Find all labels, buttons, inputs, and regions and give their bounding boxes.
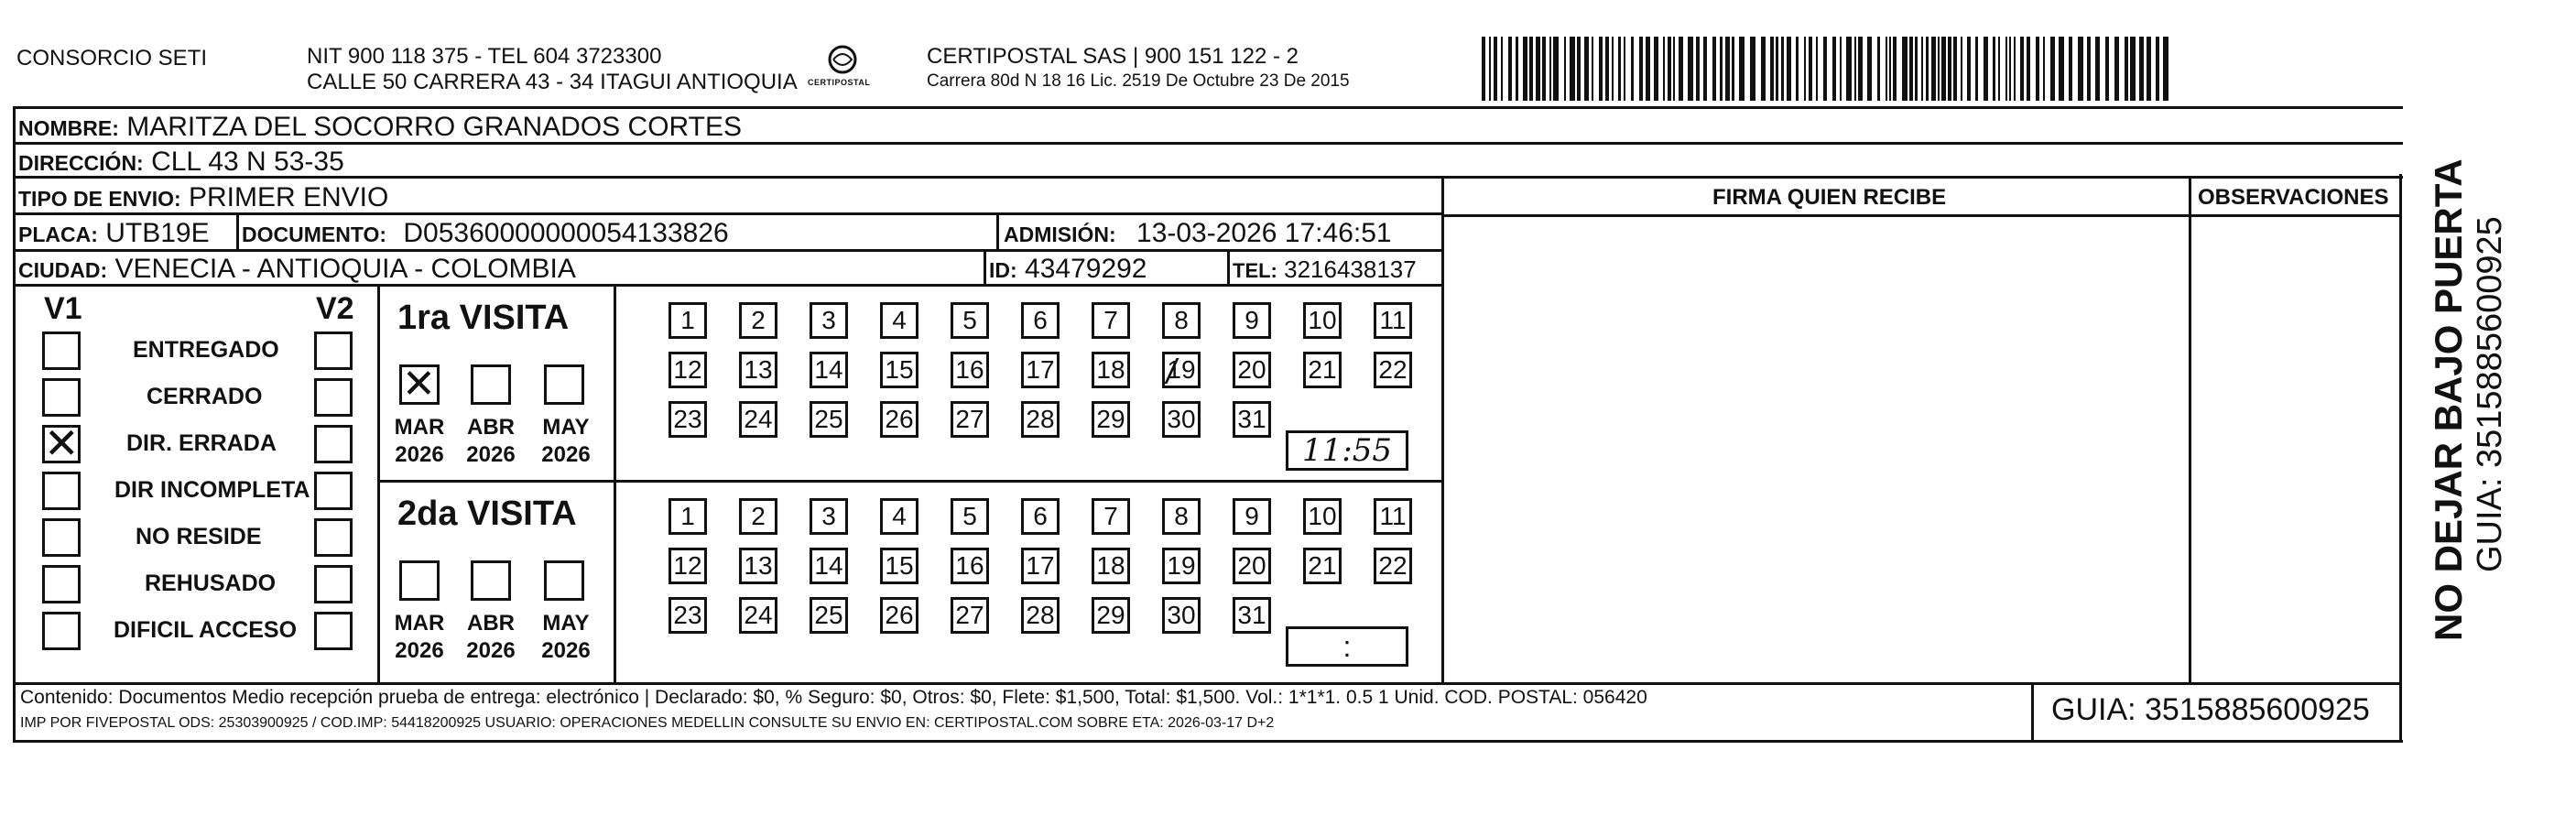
v2-checkbox-dificil-acceso[interactable]	[314, 612, 353, 650]
form-bottom-border	[13, 740, 2403, 743]
first-visit-day-4[interactable]: 4	[880, 302, 918, 339]
second-visit-time-field[interactable]: :	[1286, 626, 1408, 667]
x-mark-icon: ✕	[44, 418, 80, 468]
second-visit-day-20[interactable]: 20	[1233, 548, 1271, 584]
barcode-bar	[1984, 37, 1988, 101]
barcode-bar	[1732, 37, 1734, 101]
barcode-bar	[1501, 37, 1503, 101]
barcode-bar	[2087, 37, 2091, 101]
barcode-bar	[2069, 37, 2072, 101]
cell-divider	[996, 214, 999, 249]
first-visit-day-29[interactable]: 29	[1092, 401, 1130, 438]
status-label-dir-errada: DIR. ERRADA	[126, 430, 277, 456]
second-visit-day-7[interactable]: 7	[1092, 498, 1130, 535]
barcode-bar	[1893, 37, 1897, 101]
first-visit-day-12[interactable]: 12	[668, 352, 707, 388]
barcode-bar	[1761, 37, 1766, 101]
barcode-bar	[1823, 37, 1827, 101]
barcode-bar	[1750, 37, 1755, 101]
guia-footer: GUIA: 3515885600925	[2051, 692, 2370, 727]
second-visit-day-13[interactable]: 13	[739, 548, 777, 584]
barcode-bar	[1804, 37, 1806, 101]
status-label-dir-incompleta: DIR INCOMPLETA	[114, 477, 310, 503]
first-visit-day-5[interactable]: 5	[951, 302, 989, 339]
second-month-mar-label: MAR 2026	[394, 611, 445, 663]
first-visit-month-may[interactable]	[544, 364, 584, 405]
barcode-bar	[1915, 37, 1918, 101]
first-visit-day-2[interactable]: 2	[739, 302, 777, 339]
barcode-bar	[1584, 37, 1589, 101]
barcode-bar	[2020, 37, 2024, 101]
second-visit-month-mar[interactable]	[399, 560, 440, 601]
barcode-bar	[2156, 37, 2159, 101]
v2-checkbox-entregado[interactable]	[314, 331, 353, 370]
logo-text: CERTIPOSTAL	[808, 78, 871, 87]
barcode-bar	[1725, 37, 1730, 101]
second-visit-day-27[interactable]: 27	[951, 597, 989, 634]
second-visit-day-14[interactable]: 14	[810, 548, 848, 584]
barcode	[1482, 37, 2168, 101]
second-visit-day-6[interactable]: 6	[1021, 498, 1060, 535]
first-month-abr-label: ABR 2026	[466, 415, 516, 467]
barcode-bar	[1781, 37, 1784, 101]
barcode-bar	[1886, 37, 1887, 101]
barcode-bar	[1998, 37, 2000, 101]
col-divider	[2189, 176, 2191, 684]
form-left-border	[13, 106, 16, 742]
license-line: Carrera 80d N 18 16 Lic. 2519 De Octubre 23 De 2015	[927, 71, 1350, 91]
barcode-bar	[1858, 37, 1863, 101]
imp-line: IMP POR FIVEPOSTAL ODS: 25303900925 / COD.IMP: 54418200925 USUARIO: OPERACIONES MEDELLIN CONSULTE SU ENVIO EN: CERTIPOSTAL.COM SOBRE ETA: 2026-03-17 D+2	[20, 715, 1275, 731]
company-name: CONSORCIO SETI	[16, 46, 208, 71]
barcode-bar	[1961, 37, 1962, 101]
row-divider	[1443, 214, 2401, 217]
tel-label: TEL:	[1233, 259, 1277, 282]
address-line: CALLE 50 CARRERA 43 - 34 ITAGUI ANTIOQUIA	[307, 70, 798, 94]
barcode-bar	[1867, 37, 1872, 101]
barcode-bar	[1967, 37, 1971, 101]
row-divider	[13, 176, 2403, 179]
barcode-bar	[1673, 37, 1675, 101]
barcode-bar	[1712, 37, 1716, 101]
barcode-bar	[1599, 37, 1603, 101]
second-visit-day-12[interactable]: 12	[668, 548, 707, 584]
second-visit-day-4[interactable]: 4	[880, 498, 918, 535]
footer-divider-vertical	[2031, 682, 2034, 742]
barcode-bar	[1909, 37, 1913, 101]
second-visit-day-9[interactable]: 9	[1233, 498, 1271, 535]
first-visit-day-19[interactable]: 19	[1162, 352, 1201, 388]
status-label-entregado: ENTREGADO	[133, 337, 279, 363]
tipo-row	[18, 182, 388, 213]
barcode-bar	[1553, 37, 1559, 101]
first-visit-day-13[interactable]: 13	[739, 352, 777, 388]
cell-divider	[1227, 251, 1230, 284]
barcode-bar	[1564, 37, 1566, 101]
barcode-bar	[1536, 37, 1540, 101]
first-visit-title: 1ra VISITA	[397, 299, 570, 337]
nombre-row	[18, 112, 742, 143]
barcode-bar	[2043, 37, 2045, 101]
first-visit-day-26[interactable]: 26	[880, 401, 918, 438]
barcode-bar	[1592, 37, 1593, 101]
barcode-bar	[2139, 37, 2144, 101]
barcode-bar	[1926, 37, 1929, 101]
barcode-bar	[1523, 37, 1527, 101]
first-visit-day-6[interactable]: 6	[1021, 302, 1060, 339]
tipo-value: PRIMER ENVIO	[188, 182, 389, 212]
barcode-bar	[1941, 37, 1946, 101]
first-visit-day-30[interactable]: 30	[1162, 401, 1201, 438]
barcode-bar	[1889, 37, 1891, 101]
barcode-bar	[1508, 37, 1512, 101]
second-visit-day-15[interactable]: 15	[880, 548, 918, 584]
barcode-bar	[1618, 37, 1621, 101]
status-label-dificil-acceso: DIFICIL ACCESO	[114, 617, 298, 643]
first-visit-day-18[interactable]: 18	[1092, 352, 1130, 388]
first-visit-day-15[interactable]: 15	[880, 352, 918, 388]
v1-checkbox-no-reside[interactable]	[42, 518, 81, 557]
barcode-bar	[2130, 37, 2136, 101]
ciudad-label: CIUDAD:	[18, 258, 108, 282]
ciudad-row	[18, 254, 576, 285]
second-visit-day-10[interactable]: 10	[1303, 498, 1342, 535]
certipostal-logo	[806, 41, 879, 98]
first-visit-month-mar[interactable]	[399, 361, 440, 408]
v1-checkbox-rehusado[interactable]	[42, 565, 81, 603]
form-right-border	[2399, 174, 2402, 742]
second-visit-day-3[interactable]: 3	[810, 498, 848, 535]
barcode-bar	[1542, 37, 1546, 101]
barcode-bar	[1776, 37, 1778, 101]
second-visit-day-8[interactable]: 8	[1162, 498, 1201, 535]
direccion-label: DIRECCIÓN:	[18, 151, 144, 175]
section-divider	[377, 284, 380, 684]
first-visit-day-8[interactable]: 8	[1162, 302, 1201, 339]
second-visit-month-abr[interactable]	[471, 560, 511, 601]
barcode-bar	[1796, 37, 1799, 101]
first-visit-day-3[interactable]: 3	[810, 302, 848, 339]
barcode-bar	[1646, 37, 1650, 101]
col-divider	[1441, 176, 1444, 684]
visit-divider	[377, 480, 1443, 483]
barcode-bar	[2105, 37, 2109, 101]
barcode-bar	[1948, 37, 1951, 101]
first-month-may-label: MAY 2026	[541, 415, 591, 467]
admision-label: ADMISIÓN:	[1004, 223, 1116, 246]
second-month-may-label: MAY 2026	[541, 611, 591, 663]
barcode-bar	[1679, 37, 1683, 101]
v2-checkbox-no-reside[interactable]	[314, 518, 353, 557]
barcode-bar	[1854, 37, 1856, 101]
second-visit-day-2[interactable]: 2	[739, 498, 777, 535]
barcode-bar	[1953, 37, 1957, 101]
second-visit-day-26[interactable]: 26	[880, 597, 918, 634]
first-visit-day-11[interactable]: 11	[1374, 302, 1412, 339]
documento-row	[242, 218, 729, 249]
first-visit-day-16[interactable]: 16	[951, 352, 989, 388]
barcode-bar	[1770, 37, 1774, 101]
v2-checkbox-dir-incompleta[interactable]	[314, 472, 353, 510]
id-label: ID:	[989, 258, 1017, 282]
first-visit-day-23[interactable]: 23	[668, 401, 707, 438]
first-visit-time-field[interactable]: 11:55	[1286, 430, 1408, 471]
firma-label: FIRMA QUIEN RECIBE	[1712, 185, 1947, 210]
second-visit-day-16[interactable]: 16	[951, 548, 989, 584]
barcode-bar	[1639, 37, 1643, 101]
admision-value: 13-03-2026 17:46:51	[1136, 218, 1392, 248]
admision-row	[1004, 218, 1392, 249]
tipo-label: TIPO DE ENVIO:	[18, 187, 181, 211]
second-visit-day-23[interactable]: 23	[668, 597, 707, 634]
barcode-bar	[1938, 37, 1940, 101]
status-label-rehusado: REHUSADO	[145, 571, 277, 596]
barcode-bar	[1846, 37, 1852, 101]
first-visit-day-17[interactable]: 17	[1021, 352, 1060, 388]
scribble-mark-icon	[1164, 358, 1204, 384]
barcode-bar	[2147, 37, 2151, 101]
first-visit-day-24[interactable]: 24	[739, 401, 777, 438]
form-top-border	[13, 106, 2403, 109]
barcode-bar	[1612, 37, 1614, 101]
v1-checkbox-entregado[interactable]	[42, 331, 81, 370]
placa-label: PLACA:	[18, 223, 98, 246]
barcode-bar	[1654, 37, 1658, 101]
first-visit-day-1[interactable]: 1	[668, 302, 707, 339]
barcode-bar	[1482, 37, 1485, 101]
second-visit-day-18[interactable]: 18	[1092, 548, 1130, 584]
v2-label: V2	[316, 291, 354, 326]
barcode-bar	[2095, 37, 2100, 101]
barcode-bar	[1840, 37, 1842, 101]
barcode-bar	[2009, 37, 2011, 101]
nombre-value: MARITZA DEL SOCORRO GRANADOS CORTES	[126, 112, 742, 142]
status-label-no-reside: NO RESIDE	[136, 524, 262, 549]
certipostal-line: CERTIPOSTAL SAS | 900 151 122 - 2	[927, 44, 1299, 69]
v1-checkbox-dir-errada[interactable]	[42, 418, 81, 468]
x-mark-icon: ✕	[402, 361, 436, 408]
direccion-row	[18, 147, 344, 178]
first-month-mar-label: MAR 2026	[394, 415, 445, 467]
vertical-guia: GUIA: 3515885600925	[2471, 216, 2509, 572]
first-visit-month-abr[interactable]	[471, 364, 511, 405]
barcode-bar	[1921, 37, 1923, 101]
barcode-bar	[1832, 37, 1836, 101]
second-visit-day-19[interactable]: 19	[1162, 548, 1201, 584]
barcode-bar	[2050, 37, 2055, 101]
barcode-bar	[1668, 37, 1671, 101]
barcode-bar	[1624, 37, 1625, 101]
barcode-bar	[2078, 37, 2083, 101]
barcode-bar	[1816, 37, 1818, 101]
barcode-bar	[1902, 37, 1908, 101]
barcode-bar	[1577, 37, 1581, 101]
footer-divider	[13, 682, 2401, 685]
first-visit-day-28[interactable]: 28	[1021, 401, 1060, 438]
second-visit-day-11[interactable]: 11	[1374, 498, 1412, 535]
barcode-bar	[1703, 37, 1707, 101]
barcode-bar	[1931, 37, 1936, 101]
barcode-bar	[2014, 37, 2016, 101]
cell-divider	[236, 214, 239, 249]
barcode-bar	[1975, 37, 1978, 101]
first-visit-day-10[interactable]: 10	[1303, 302, 1342, 339]
second-visit-day-30[interactable]: 30	[1162, 597, 1201, 634]
tel-row	[1233, 255, 1417, 284]
second-visit-day-5[interactable]: 5	[951, 498, 989, 535]
ciudad-value: VENECIA - ANTIOQUIA - COLOMBIA	[114, 254, 576, 284]
second-visit-day-21[interactable]: 21	[1303, 548, 1342, 584]
barcode-bar	[2005, 37, 2007, 101]
barcode-bar	[1489, 37, 1491, 101]
first-visit-day-9[interactable]: 9	[1233, 302, 1271, 339]
barcode-bar	[1529, 37, 1533, 101]
v2-checkbox-cerrado[interactable]	[314, 378, 353, 417]
second-visit-day-24[interactable]: 24	[739, 597, 777, 634]
barcode-bar	[1570, 37, 1575, 101]
section-divider	[614, 284, 616, 684]
v2-checkbox-dir-errada[interactable]	[314, 425, 353, 463]
barcode-bar	[2125, 37, 2128, 101]
second-visit-day-28[interactable]: 28	[1021, 597, 1060, 634]
barcode-bar	[1549, 37, 1551, 101]
first-visit-day-27[interactable]: 27	[951, 401, 989, 438]
barcode-bar	[1631, 37, 1634, 101]
second-visit-day-22[interactable]: 22	[1374, 548, 1412, 584]
first-visit-day-20[interactable]: 20	[1233, 352, 1271, 388]
second-visit-month-may[interactable]	[544, 560, 584, 601]
barcode-bar	[1696, 37, 1700, 101]
status-label-cerrado: CERRADO	[147, 384, 263, 409]
nombre-label: NOMBRE:	[18, 116, 119, 140]
barcode-bar	[1605, 37, 1609, 101]
placa-value: UTB19E	[105, 218, 210, 248]
nit-line: NIT 900 118 375 - TEL 604 3723300	[307, 44, 662, 69]
contenido-line: Contenido: Documentos Medio recepción prueba de entrega: electrónico | Declarado: $0, % Seguro: $0, Otros: $0, Flete: $1,500, Total: $1,500. Vol.: 1*1*1. 0.5 1 Unid. COD. POSTAL: 056420	[20, 687, 1647, 708]
vertical-warning: NO DEJAR BAJO PUERTA	[2427, 158, 2470, 641]
cell-divider	[984, 251, 986, 284]
barcode-bar	[1787, 37, 1791, 101]
barcode-bar	[2027, 37, 2030, 101]
second-month-abr-label: ABR 2026	[466, 611, 516, 663]
second-visit-day-1[interactable]: 1	[668, 498, 707, 535]
first-visit-day-25[interactable]: 25	[810, 401, 848, 438]
first-visit-day-14[interactable]: 14	[810, 352, 848, 388]
direccion-value: CLL 43 N 53-35	[151, 147, 344, 177]
documento-value: D05360000000054133826	[403, 218, 729, 248]
id-row	[989, 254, 1147, 285]
barcode-bar	[2114, 37, 2119, 101]
barcode-bar	[1993, 37, 1995, 101]
second-visit-day-31[interactable]: 31	[1233, 597, 1271, 634]
first-visit-day-7[interactable]: 7	[1092, 302, 1130, 339]
barcode-bar	[1809, 37, 1812, 101]
placa-row	[18, 218, 210, 249]
second-visit-title: 2da VISITA	[397, 495, 577, 533]
second-visit-day-17[interactable]: 17	[1021, 548, 1060, 584]
v2-checkbox-rehusado[interactable]	[314, 565, 353, 603]
v1-checkbox-dir-incompleta[interactable]	[42, 472, 81, 510]
first-visit-day-31[interactable]: 31	[1233, 401, 1271, 438]
id-value: 43479292	[1025, 254, 1147, 284]
barcode-bar	[1663, 37, 1665, 101]
barcode-bar	[1877, 37, 1880, 101]
v1-checkbox-dificil-acceso[interactable]	[42, 612, 81, 650]
first-visit-day-22[interactable]: 22	[1374, 352, 1412, 388]
observaciones-label: OBSERVACIONES	[2198, 185, 2389, 210]
v1-label: V1	[44, 291, 82, 326]
barcode-bar	[1516, 37, 1518, 101]
barcode-bar	[1494, 37, 1497, 101]
second-visit-day-29[interactable]: 29	[1092, 597, 1130, 634]
documento-label: DOCUMENTO:	[242, 223, 387, 246]
barcode-bar	[2163, 37, 2168, 101]
barcode-bar	[2036, 37, 2039, 101]
barcode-bar	[2059, 37, 2064, 101]
second-visit-day-25[interactable]: 25	[810, 597, 848, 634]
barcode-bar	[1739, 37, 1745, 101]
tel-value: 3216438137	[1284, 255, 1417, 283]
barcode-bar	[1720, 37, 1723, 101]
v1-checkbox-cerrado[interactable]	[42, 378, 81, 417]
first-visit-day-21[interactable]: 21	[1303, 352, 1342, 388]
barcode-bar	[1688, 37, 1693, 101]
